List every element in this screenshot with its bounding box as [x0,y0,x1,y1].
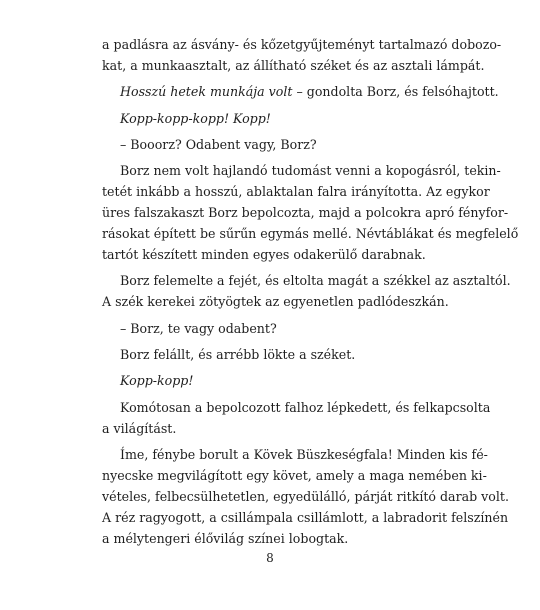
text-line: a mélytengeri élővilág színei lobogtak. [102,530,349,546]
text-line: A szék kerekei zötyögtek az egyenetlen padlódeszkán. [102,294,449,310]
text-line: – Booorz? Odabent vagy, Borz? [120,137,317,153]
text-line: vételes, felbecsülhetetlen, egyedülálló, párját ritkító darab volt. [102,488,509,504]
text-line: üres falszakaszt Borz bepolcozta, majd a polcokra apró fényfor- [102,205,509,221]
text-line [102,82,499,103]
text-line: Kopp-kopp-kopp! Kopp! [120,110,271,126]
text-line: Borz felemelte a fejét, és eltolta magát a székkel az asztaltól. [120,273,511,289]
text-span: – gondolta Borz, és felsóhajtott. [292,84,499,100]
text-line: kat, a munkaasztalt, az állítható széket és az asztali lámpát. [102,57,485,73]
text-line: Komótosan a bepolcozott falhoz lépkedett, és felkapcsolta [120,399,491,415]
italic-thought: Hosszú hetek munkája volt [120,84,293,100]
text-line: Borz felállt, és arrébb lökte a széket. [120,347,356,363]
text-line: nyecske megvilágított egy követ, amely a maga nemében ki- [102,468,487,484]
body-text [102,35,519,550]
text-line: a világítást. [102,420,177,436]
text-line: Íme, fénybe borult a Kövek Büszkeségfala! Minden kis fé- [120,447,488,463]
text-line: tartót készített minden egyes odakerülő darabnak. [102,247,426,263]
text-line: tetét inkább a hosszú, ablaktalan falra irányította. Az egykor [102,184,490,200]
text-line: – Borz, te vagy odabent? [120,320,277,336]
text-line: Borz nem volt hajlandó tudomást venni a kopogásról, tekin- [120,163,501,179]
text-line: a padlásra az ásvány- és kőzetgyűjteményt tartalmazó dobozo- [102,37,502,52]
page-number: 8 [266,551,274,565]
text-line: rásokat épített be sűrűn egymás mellé. Névtáblákat és megfelelő [102,226,519,242]
text-line: Kopp-kopp! [120,373,194,389]
text-line: A réz ragyogott, a csillámpala csillámlott, a labradorit felszínén [102,509,509,525]
